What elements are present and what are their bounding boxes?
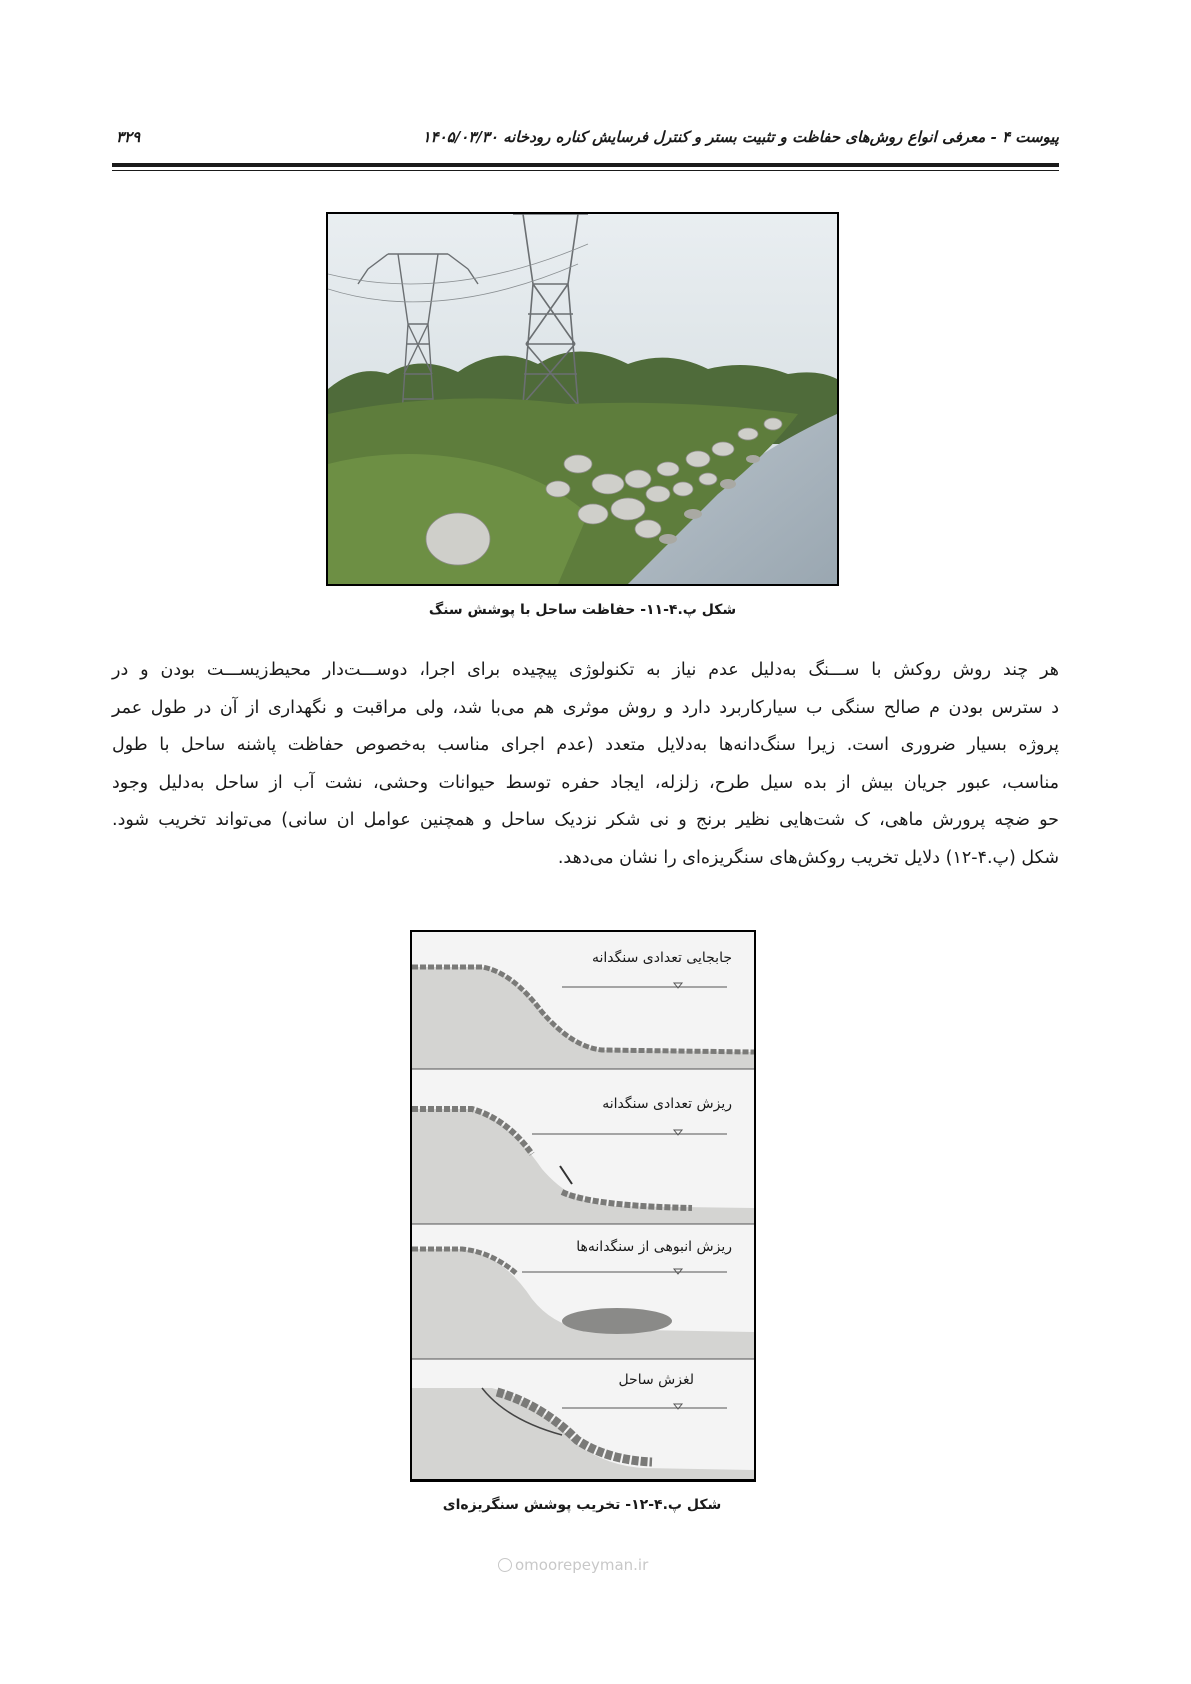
watermark [498,1556,648,1574]
riprap-failure-diagram [410,930,756,1482]
running-title: پیوست ۴ - معرفی انواع روش‌های حفاظت و تثبیت بستر و کنترل فرسایش کناره رودخانه ۱۴۰۵/۰۳/۳۰ [422,128,1059,146]
paragraph-line: حو ضچه پرورش ماهی، ک شت‌هایی نظیر برنج و نی شکر نزدیک ساحل و همچنین عوامل ان سانی) می‌تواند تخریب شود. [112,810,1059,830]
paragraph-line: مناسب، عبور جریان بیش از بده سیل طرح، زلزله، ایجاد حفره توسط حیوانات وحشی، نشت آب از ساحل به‌دلیل وجود [112,772,1059,793]
panel-4 [412,1388,754,1479]
page-number: ۳۲۹ [116,128,141,146]
panel-2 [412,1109,754,1224]
watermark-text: omoorepeyman.ir [515,1556,649,1574]
figure-1-caption: شکل پ.۴-۱۱- حفاظت ساحل با پوشش سنگ [428,602,737,618]
panel-1-label: جابجایی تعدادی سنگدانه [592,950,732,966]
paragraph-line: پروژه بسیار ضروری است. زیرا سنگ‌دانه‌ها به‌دلایل متعدد (عدم اجرای مناسب به‌خصوص حفاظت پاشنه ساحل با طول [112,735,1059,755]
panel-2-label: ریزش تعدادی سنگدانه [602,1096,732,1112]
paragraph-line: هر چند روش روکش با ســـنگ به‌دلیل عدم نیاز به تکنولوژی پیچیده برای اجرا، دوســـت‌دار محیط‌زیســـت بودن و در [112,660,1059,680]
panel-3-label: ریزش انبوهی از سنگدانه‌ها [576,1239,732,1255]
figure-2-caption: شکل پ.۴-۱۲- تخریب پوشش سنگریزه‌ای [442,1497,722,1513]
body-paragraph [112,652,1059,877]
paragraph-line: د سترس بودن م صالح سنگی ب سیارکاربرد دارد و روش موثری هم می‌با شد، ولی مراقبت و نگهداری از آن در طول عمر [112,697,1059,718]
watermark-logo-icon [498,1558,512,1572]
page-header [112,128,1059,152]
panel-1 [412,967,754,1069]
riverbank-riprap-photo [326,212,839,586]
header-rule-thick [112,163,1059,167]
panel-3 [412,1249,754,1359]
header-rule-thin [112,170,1059,171]
paragraph-line: شکل (پ.۴-۱۲) دلایل تخریب روکش‌های سنگریزه‌ای را نشان می‌دهد. [557,847,1059,868]
panel-4-label: لغزش ساحل [618,1372,694,1388]
